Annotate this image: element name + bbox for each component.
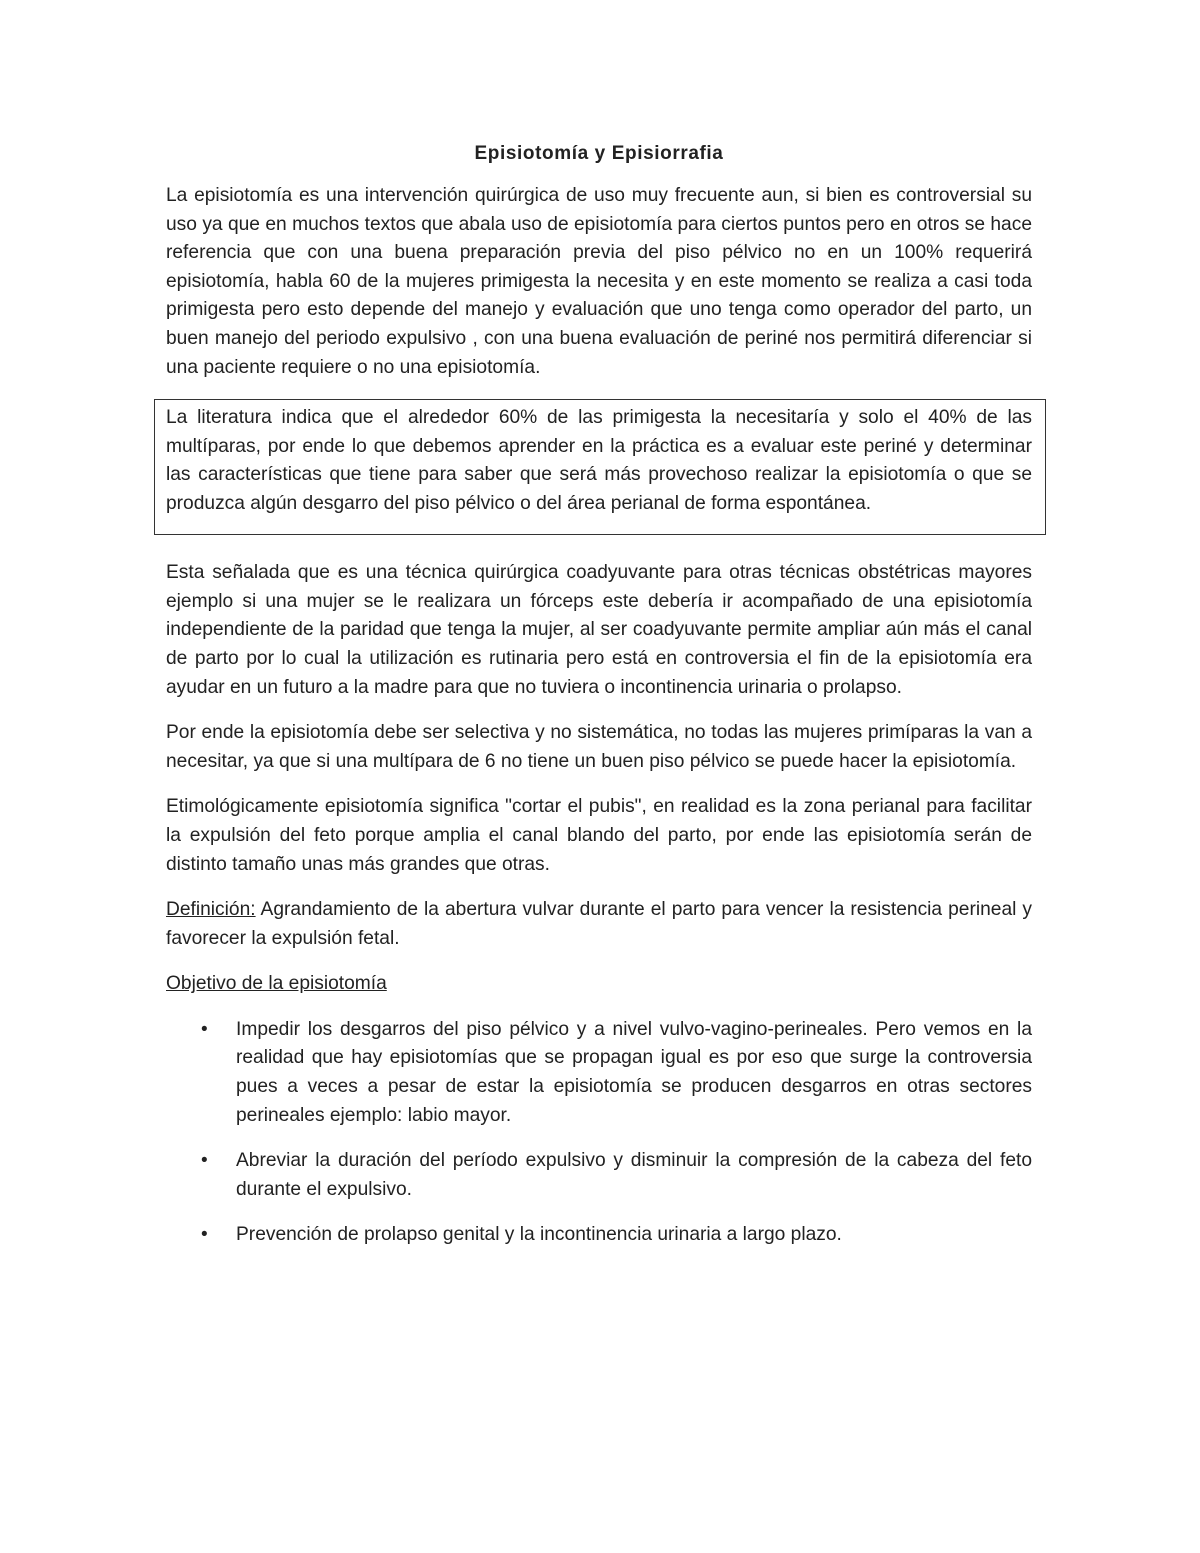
- paragraph-etymology: Etimológicamente episiotomía significa "cortar el pubis", en realidad es la zona perianal para facilitar la expulsión del feto porque amplia el canal blando del parto, por ende las episiotomía serán de distinto tamaño unas más grandes que otras.: [166, 796, 1032, 875]
- paragraph-selective: Por ende la episiotomía debe ser selectiva y no sistemática, no todas las mujeres primíparas la van a necesitar, ya que si una multípara de 6 no tiene un buen piso pélvico se puede hacer la episiotomía.: [166, 722, 1032, 772]
- list-item-text: Prevención de prolapso genital y la incontinencia urinaria a largo plazo.: [236, 1224, 842, 1246]
- objectives-list: [166, 1016, 1032, 1250]
- bullet-icon: •: [201, 1150, 208, 1172]
- document-title: Episiotomía y Episiorrafia: [474, 143, 724, 164]
- objectives-heading: [166, 970, 1032, 999]
- document-page: [166, 136, 1032, 1267]
- list-item: [166, 1221, 1032, 1250]
- list-item: [166, 1147, 1032, 1204]
- objectives-heading-text: Objetivo de la episiotomía: [166, 973, 387, 995]
- paragraph-definition: [166, 896, 1032, 953]
- boxed-note-text: La literatura indica que el alrededor 60% de las primigesta la necesitaría y solo el 40% de las multíparas, por ende lo que debemos aprender en la práctica es a evaluar este periné y determinar las características que tiene para saber que será más provechoso realizar la episiotomía o que se produzca algún desgarro del piso pélvico o del área perianal de forma espontánea.: [166, 407, 1032, 514]
- bullet-icon: •: [201, 1018, 208, 1040]
- definition-label: Definición:: [166, 899, 256, 921]
- list-item: [166, 1016, 1032, 1130]
- paragraph-intro: La episiotomía es una intervención quirúrgica de uso muy frecuente aun, si bien es controversial su uso ya que en muchos textos que abala uso de episiotomía para ciertos puntos pero en otros se hace referencia que con una buena preparación previa del piso pélvico no en un 100% requerirá episiotomía, habla 60 de la mujeres primigesta la necesita y en este momento se realiza a casi toda primigesta pero esto depende del manejo y evaluación que uno tenga como operador del parto, un buen manejo del periodo expulsivo , con una buena evaluación de periné nos permitirá diferenciar si una paciente requiere o no una episiotomía.: [166, 185, 1032, 378]
- list-item-text: Impedir los desgarros del piso pélvico y a nivel vulvo-vagino-perineales. Pero vemos en la realidad que hay episiotomías que se propagan igual es por eso que surge la controversia pues a veces a pesar de estar la episiotomía se producen desgarros en otras sectores perineales ejemplo: labio mayor.: [236, 1018, 1032, 1126]
- paragraph-technique: Esta señalada que es una técnica quirúrgica coadyuvante para otras técnicas obstétricas mayores ejemplo si una mujer se le realizara un fórceps este debería ir acompañado de una episiotomía independiente de la paridad que tenga la mujer, al ser coadyuvante permite ampliar aún más el canal de parto por lo cual la utilización es rutinaria pero está en controversia el fin de la episiotomía era ayudar en un futuro a la madre para que no tuviera o incontinencia urinaria o prolapso.: [166, 562, 1032, 698]
- definition-text: Agrandamiento de la abertura vulvar durante el parto para vencer la resistencia perineal y favorecer la expulsión fetal.: [166, 899, 1032, 949]
- boxed-note: [154, 399, 1046, 535]
- list-item-text: Abreviar la duración del período expulsivo y disminuir la compresión de la cabeza del feto durante el expulsivo.: [236, 1150, 1032, 1200]
- bullet-icon: •: [201, 1224, 208, 1246]
